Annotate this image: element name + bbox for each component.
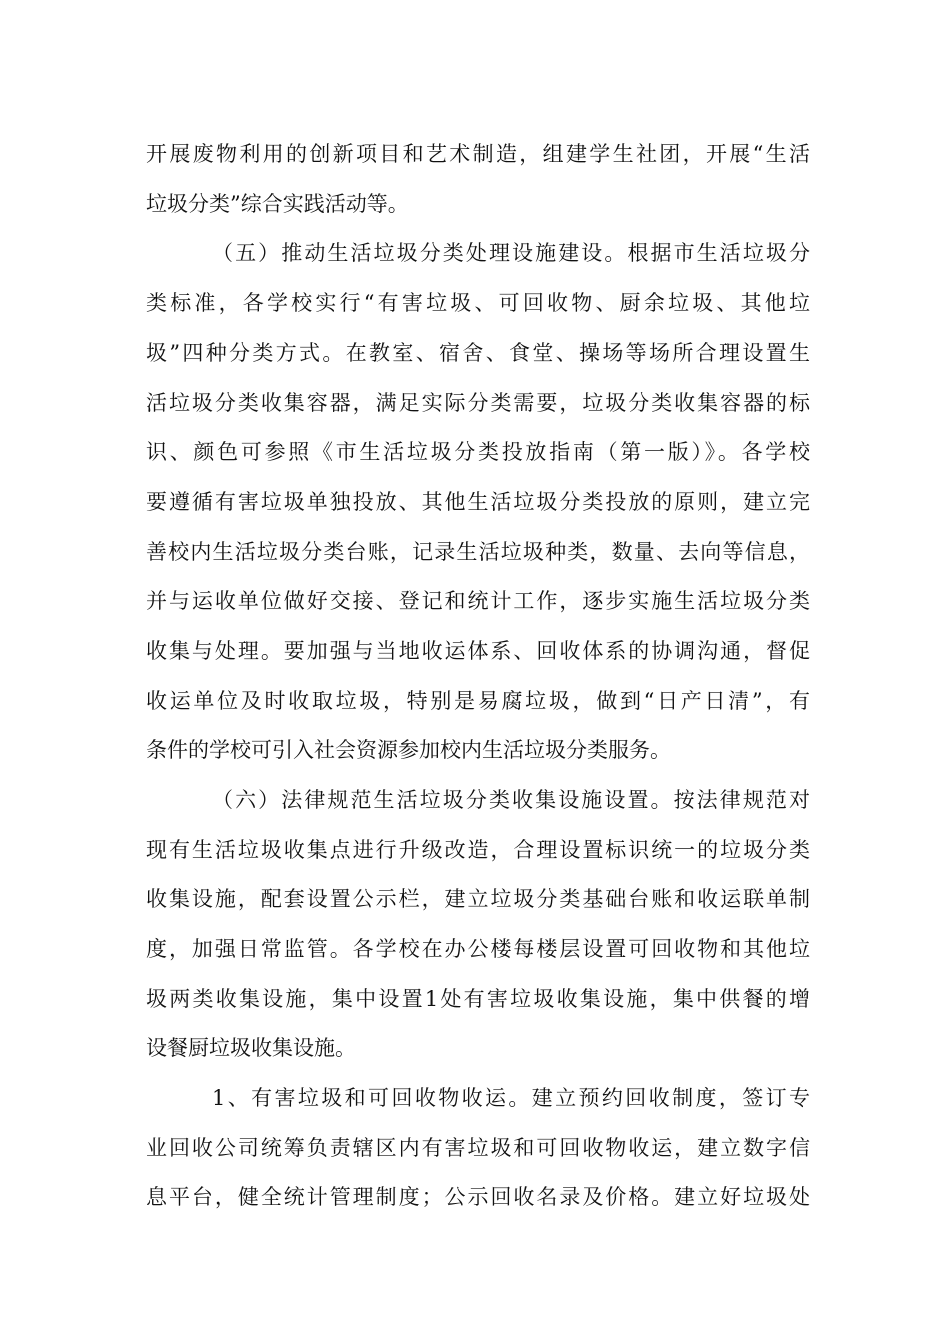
text-line: 活垃圾分类收集容器，满足实际分类需要，垃圾分类收集容器的标 (146, 391, 810, 415)
text-line: 度，加强日常监管。各学校在办公楼每楼层设置可回收物和其他垃 (146, 937, 810, 961)
text-line: 善校内生活垃圾分类台账，记录生活垃圾种类，数量、去向等信息， (146, 540, 810, 564)
text-line: 圾”四种分类方式。在教室、宿舍、食堂、操场等场所合理设置生 (146, 341, 810, 365)
text-line: 要遵循有害垃圾单独投放、其他生活垃圾分类投放的原则，建立完 (146, 490, 810, 514)
text-line: 开展废物利用的创新项目和艺术制造，组建学生社团，开展“生活 (146, 142, 810, 166)
text-line: 收运单位及时收取垃圾，特别是易腐垃圾，做到“日产日清”，有 (146, 689, 810, 713)
text-line: 息平台，健全统计管理制度；公示回收名录及价格。建立好垃圾处 (146, 1185, 810, 1209)
text-line: 圾两类收集设施，集中设置1处有害垃圾收集设施，集中供餐的增 (146, 987, 810, 1011)
text-line: 1、有害垃圾和可回收物收运。建立预约回收制度，签订专 (212, 1086, 810, 1110)
text-line: 条件的学校可引入社会资源参加校内生活垃圾分类服务。 (146, 738, 671, 762)
text-line: 收集与处理。要加强与当地收运体系、回收体系的协调沟通，督促 (146, 639, 810, 663)
text-line: 现有生活垃圾收集点进行升级改造，合理设置标识统一的垃圾分类 (146, 838, 810, 862)
text-line: 类标准，各学校实行“有害垃圾、可回收物、厨余垃圾、其他垃 (146, 291, 810, 315)
text-line: （六）法律规范生活垃圾分类收集设施设置。按法律规范对 (212, 788, 810, 812)
text-line: 收集设施，配套设置公示栏，建立垃圾分类基础台账和收运联单制 (146, 887, 810, 911)
text-line: 设餐厨垃圾收集设施。 (146, 1036, 356, 1060)
text-line: 垃圾分类”综合实践活动等。 (146, 192, 409, 216)
text-line: 并与运收单位做好交接、登记和统计工作，逐步实施生活垃圾分类 (146, 589, 810, 613)
text-line: （五）推动生活垃圾分类处理设施建设。根据市生活垃圾分 (212, 241, 810, 265)
text-line: 识、颜色可参照《市生活垃圾分类投放指南（第一版）》。各学校 (146, 440, 810, 464)
text-line: 业回收公司统筹负责辖区内有害垃圾和可回收物收运，建立数字信 (146, 1136, 810, 1160)
